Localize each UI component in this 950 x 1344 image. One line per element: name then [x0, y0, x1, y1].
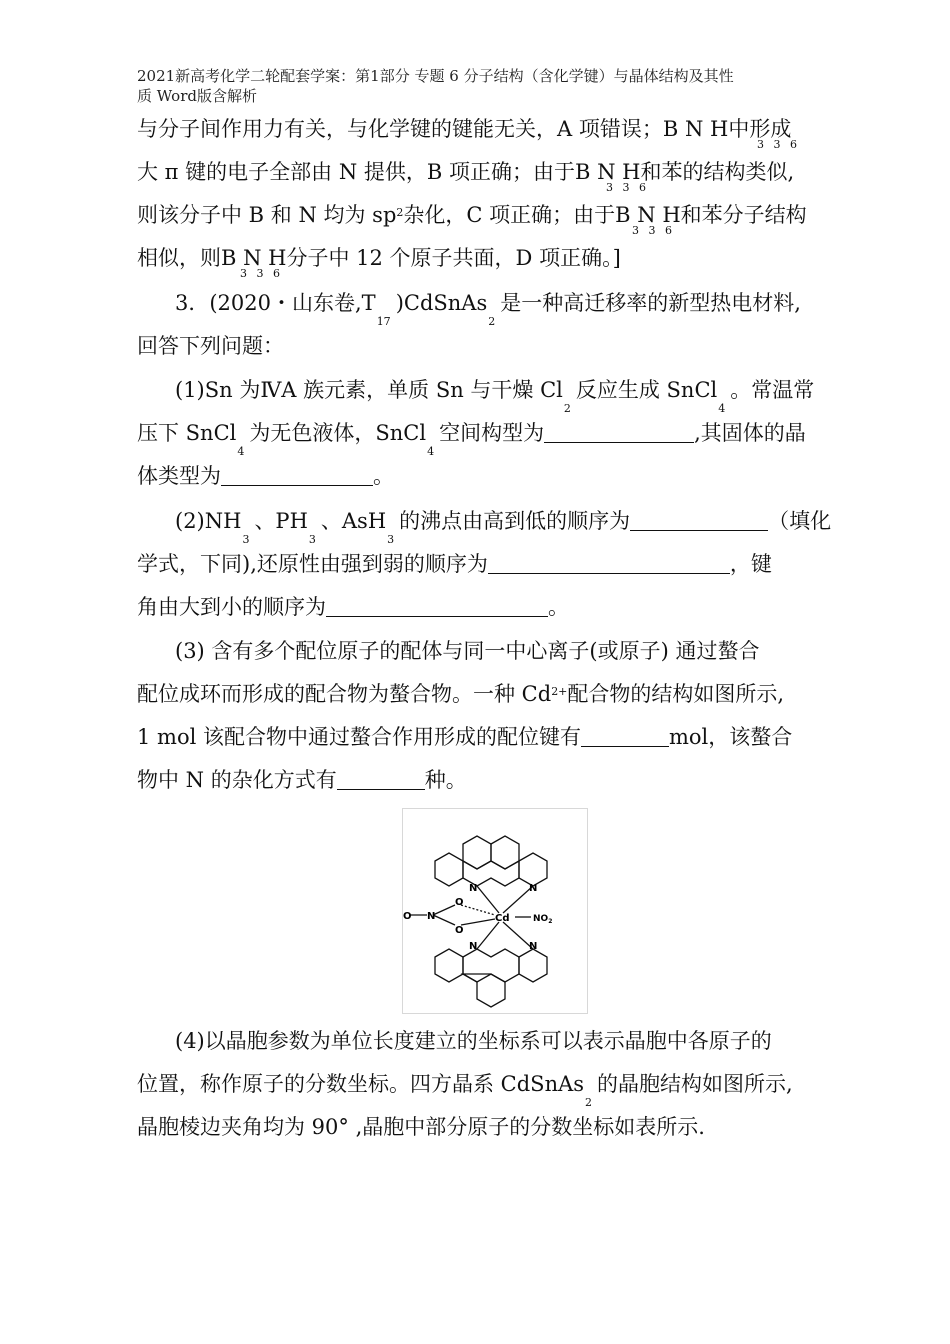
o-label: O [455, 897, 464, 908]
header-line-1: 2021新高考化学二轮配套学案：第1部分 专题 6 分子结构（含化学键）与晶体结构及其性 [137, 67, 734, 85]
bottom-ring-far-right [519, 949, 547, 982]
answer-blank-crystal-type[interactable] [221, 463, 373, 486]
q3-part2-line2: 学式，下同),还原性由强到弱的顺序为 ，键 [137, 552, 772, 576]
q3-part4-line2: 位置，称作原子的分数坐标。四方晶系 CdSnAs$_2$的晶胞结构如图所示, [137, 1072, 793, 1109]
cd-complex-structure-figure [402, 808, 588, 1014]
top-ring-far-right [519, 853, 547, 886]
q3-part3-line3: 1 mol 该配合物中通过螯合作用形成的配位键有 mol，该螯合 [137, 725, 793, 749]
q3-part2-line3: 角由大到小的顺序为 。 [137, 595, 569, 619]
cd-label: Cd [495, 913, 510, 924]
n-label: N [529, 883, 538, 894]
o-label: O [403, 911, 412, 922]
b3n3h6-formula: B N H [662, 117, 729, 141]
formula-subscripts: 3 3 6 [757, 138, 800, 151]
q3-part4-line1: (4)以晶胞参数为单位长度建立的坐标系可以表示晶胞中各原子的 [175, 1029, 772, 1053]
answer-blank-hybridization[interactable] [337, 767, 425, 790]
formula-subscripts: 3 3 6 [240, 267, 283, 280]
n-label: N [529, 941, 538, 952]
n-label: N [469, 941, 478, 952]
n-label: N [427, 911, 436, 922]
top-ring-far-left [435, 853, 463, 886]
q3-part3-line2: 配位成环而形成的配合物为螯合物。一种 $Cd^{2+}$配合物的结构如图所示, [137, 682, 785, 706]
answer-line-2: 大 π 键的电子全部由 N 提供，B 项正确；由于B N H和苯的结构类似, [137, 160, 795, 184]
header-line-2: 质 Word版含解析 [137, 87, 257, 105]
q3-intro-2: 回答下列问题： [137, 334, 284, 358]
answer-blank-reducing-order[interactable] [488, 551, 730, 574]
no2-label: $NO_2$ [533, 914, 553, 925]
q3-part1-line1: (1)Sn 为ⅣA 族元素，单质 Sn 与干燥 $Cl_2$反应生成 SnCl$_4$。常温常 [175, 378, 815, 415]
q3-intro: 3．(2020・山东卷$,T_{17})CdSnAs_2$是一种高迁移率的新型热电材料, [175, 291, 801, 328]
q3-part1-line2: 压下 SnCl$_4$为无色液体，SnCl$_4$空间构型为 ,其固体的晶 [137, 421, 806, 458]
n-label: N [469, 883, 478, 894]
answer-line-4: 相似，则B N H分子中 12 个原子共面，D 项正确。] [137, 246, 621, 270]
page-header [137, 66, 827, 106]
cd-complex-diagram [403, 809, 587, 1013]
q3-part3-line4: 物中 N 的杂化方式有 种。 [137, 768, 467, 792]
answer-blank-coordination-bonds[interactable] [581, 724, 669, 747]
bottom-ring-far-left [435, 949, 463, 982]
q3-part4-line3: 晶胞棱边夹角均为 90° ,晶胞中部分原子的分数坐标如表所示. [137, 1115, 705, 1139]
formula-subscripts: 3 3 6 [632, 224, 675, 237]
answer-blank-geometry[interactable] [544, 420, 694, 443]
answer-line-3: 则该分子中 B 和 N 均为 $sp^2$杂化，C 项正确；由于B N H和苯分子结构 [137, 203, 807, 227]
answer-blank-boiling-order[interactable] [630, 508, 768, 531]
formula-subscripts: 3 3 6 [606, 181, 649, 194]
q3-part3-line1: (3) 含有多个配位原子的配体与同一中心离子(或原子) 通过螯合 [175, 639, 760, 663]
bottom-ring-lower [463, 974, 505, 1007]
q3-part1-line3: 体类型为 。 [137, 464, 394, 488]
q3-part2-line1: $(2)NH_3$、$PH_3$、AsH$_3$的沸点由高到低的顺序为 （填化 [175, 509, 832, 546]
answer-line-1: 与分子间作用力有关，与化学键的键能无关，A 项错误；B N H中形成 [137, 117, 792, 141]
o-label: O [455, 925, 464, 936]
answer-blank-angle-order[interactable] [326, 594, 548, 617]
bottom-ring-core [463, 949, 519, 982]
